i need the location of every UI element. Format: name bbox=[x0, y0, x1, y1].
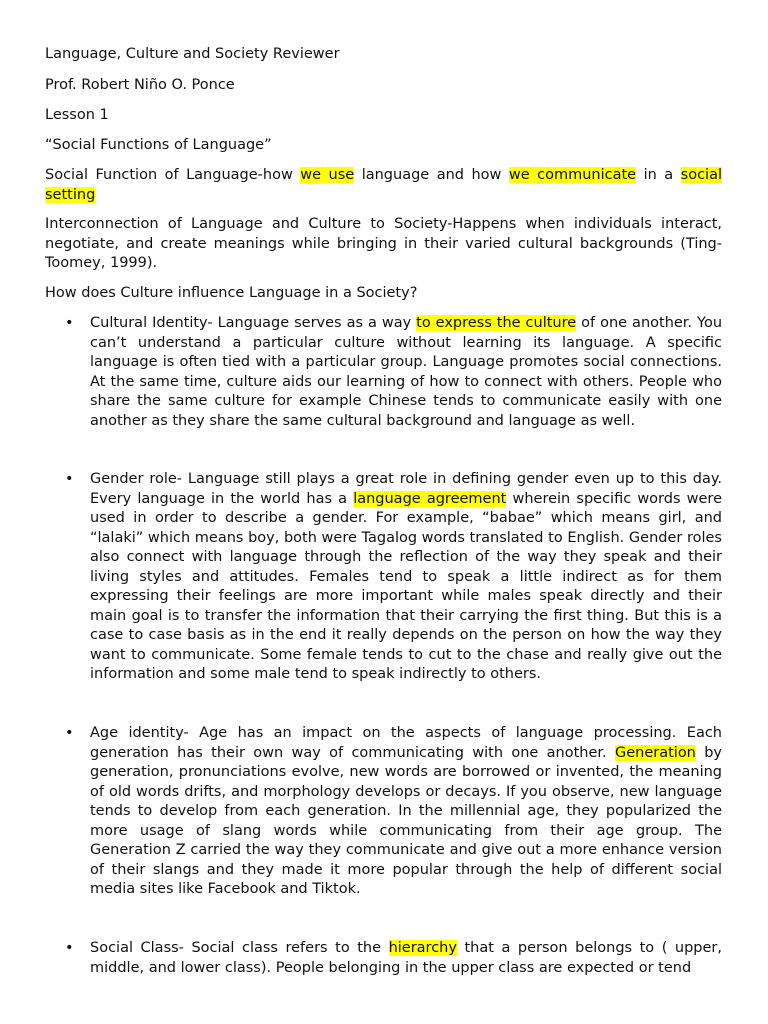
culture-question: How does Culture influence Language in a Society? bbox=[45, 285, 418, 301]
bullet-text-after: of one another. You can’t understand a particular culture without learning its language. A specific language is often tied with a particular group. Language promotes social connections. At the same time, culture aids our learning of how to connect with others. People who share the same culture for example Chinese tends to communicate easily with one another as they share the same cultural background and language as well. bbox=[90, 315, 723, 429]
social-function-definition bbox=[45, 166, 722, 205]
bullet-text-before: Gender role- Language still plays a great role in defining gender even up to this day. Every language in the world has a bbox=[90, 471, 722, 507]
highlight-language-agreement: language agreement bbox=[353, 490, 507, 507]
highlight-social: social bbox=[680, 167, 722, 183]
bullet-text-before: Cultural Identity- Language serves as a way bbox=[90, 315, 417, 331]
professor-name: Prof. Robert Niño O. Ponce bbox=[45, 77, 235, 93]
definition-text: Social Function of Language-how bbox=[45, 167, 301, 183]
highlight-we-use: we use bbox=[300, 167, 355, 183]
bullet-age-identity bbox=[90, 724, 722, 900]
bullet-cultural-identity bbox=[90, 314, 722, 431]
lesson-title: “Social Functions of Language” bbox=[45, 137, 272, 153]
bullet-icon: • bbox=[65, 725, 74, 741]
definition-text: language and how bbox=[354, 167, 509, 183]
document-title: Language, Culture and Society Reviewer bbox=[45, 46, 340, 62]
highlight-setting: setting bbox=[45, 186, 96, 203]
bullet-icon: • bbox=[65, 471, 74, 487]
bullet-text-after: wherein specific words were used in order to describe a gender. For example, “babae” which means girl, and “lalaki” which means boy, both were Tagalog words translated to English. Gender roles also connect with language through the reflection of the way they speak and their living styles and attitudes. Females tend to speak a little indirect as for them expressing their feelings are more important while males speak directly and their main goal is to transfer the information that their carrying the first thing. But this is a case to case basis as in the end it really depends on the person on how the way they want to communicate. Some female tends to cut to the chase and really give out the information and some male tend to speak indirectly to others. bbox=[90, 490, 722, 682]
bullet-icon: • bbox=[65, 940, 74, 956]
bullet-text-before: Age identity- Age has an impact on the aspects of language processing. Each generation has their own way of communicating with one another. bbox=[90, 725, 722, 761]
highlight-express-culture: to express the culture bbox=[416, 315, 577, 331]
lesson-number: Lesson 1 bbox=[45, 107, 109, 123]
highlight-hierarchy: hierarchy bbox=[388, 940, 457, 956]
interconnection-paragraph: Interconnection of Language and Culture to Society-Happens when individuals interact, negotiate, and create meanings while bringing in their varied cultural backgrounds (Ting-Toomey, 1999). bbox=[45, 216, 722, 271]
bullet-text-after: that a person belongs to ( upper, middle, and lower class). People belonging in the upper class are expected or tend bbox=[90, 940, 722, 976]
bullet-text-before: Social Class- Social class refers to the bbox=[90, 940, 389, 956]
bullet-gender-role bbox=[90, 470, 722, 685]
highlight-generation: Generation bbox=[614, 744, 696, 761]
highlight-we-communicate: we communicate bbox=[508, 167, 637, 183]
definition-text: in a bbox=[636, 167, 681, 183]
bullet-icon: • bbox=[65, 315, 74, 331]
bullet-social-class bbox=[90, 939, 722, 978]
bullet-text-after: by generation, pronunciations evolve, new words are borrowed or invented, the meaning of old words drifts, and morphology develops or decays. If you observe, new language tends to develop from each generation. In the millennial age, they popularized the more usage of slang words while communicating from their age group. The Generation Z carried the way they communicate and give out a more enhance version of their slangs and they made it more popular through the help of different social media sites like Facebook and Tiktok. bbox=[90, 744, 722, 897]
